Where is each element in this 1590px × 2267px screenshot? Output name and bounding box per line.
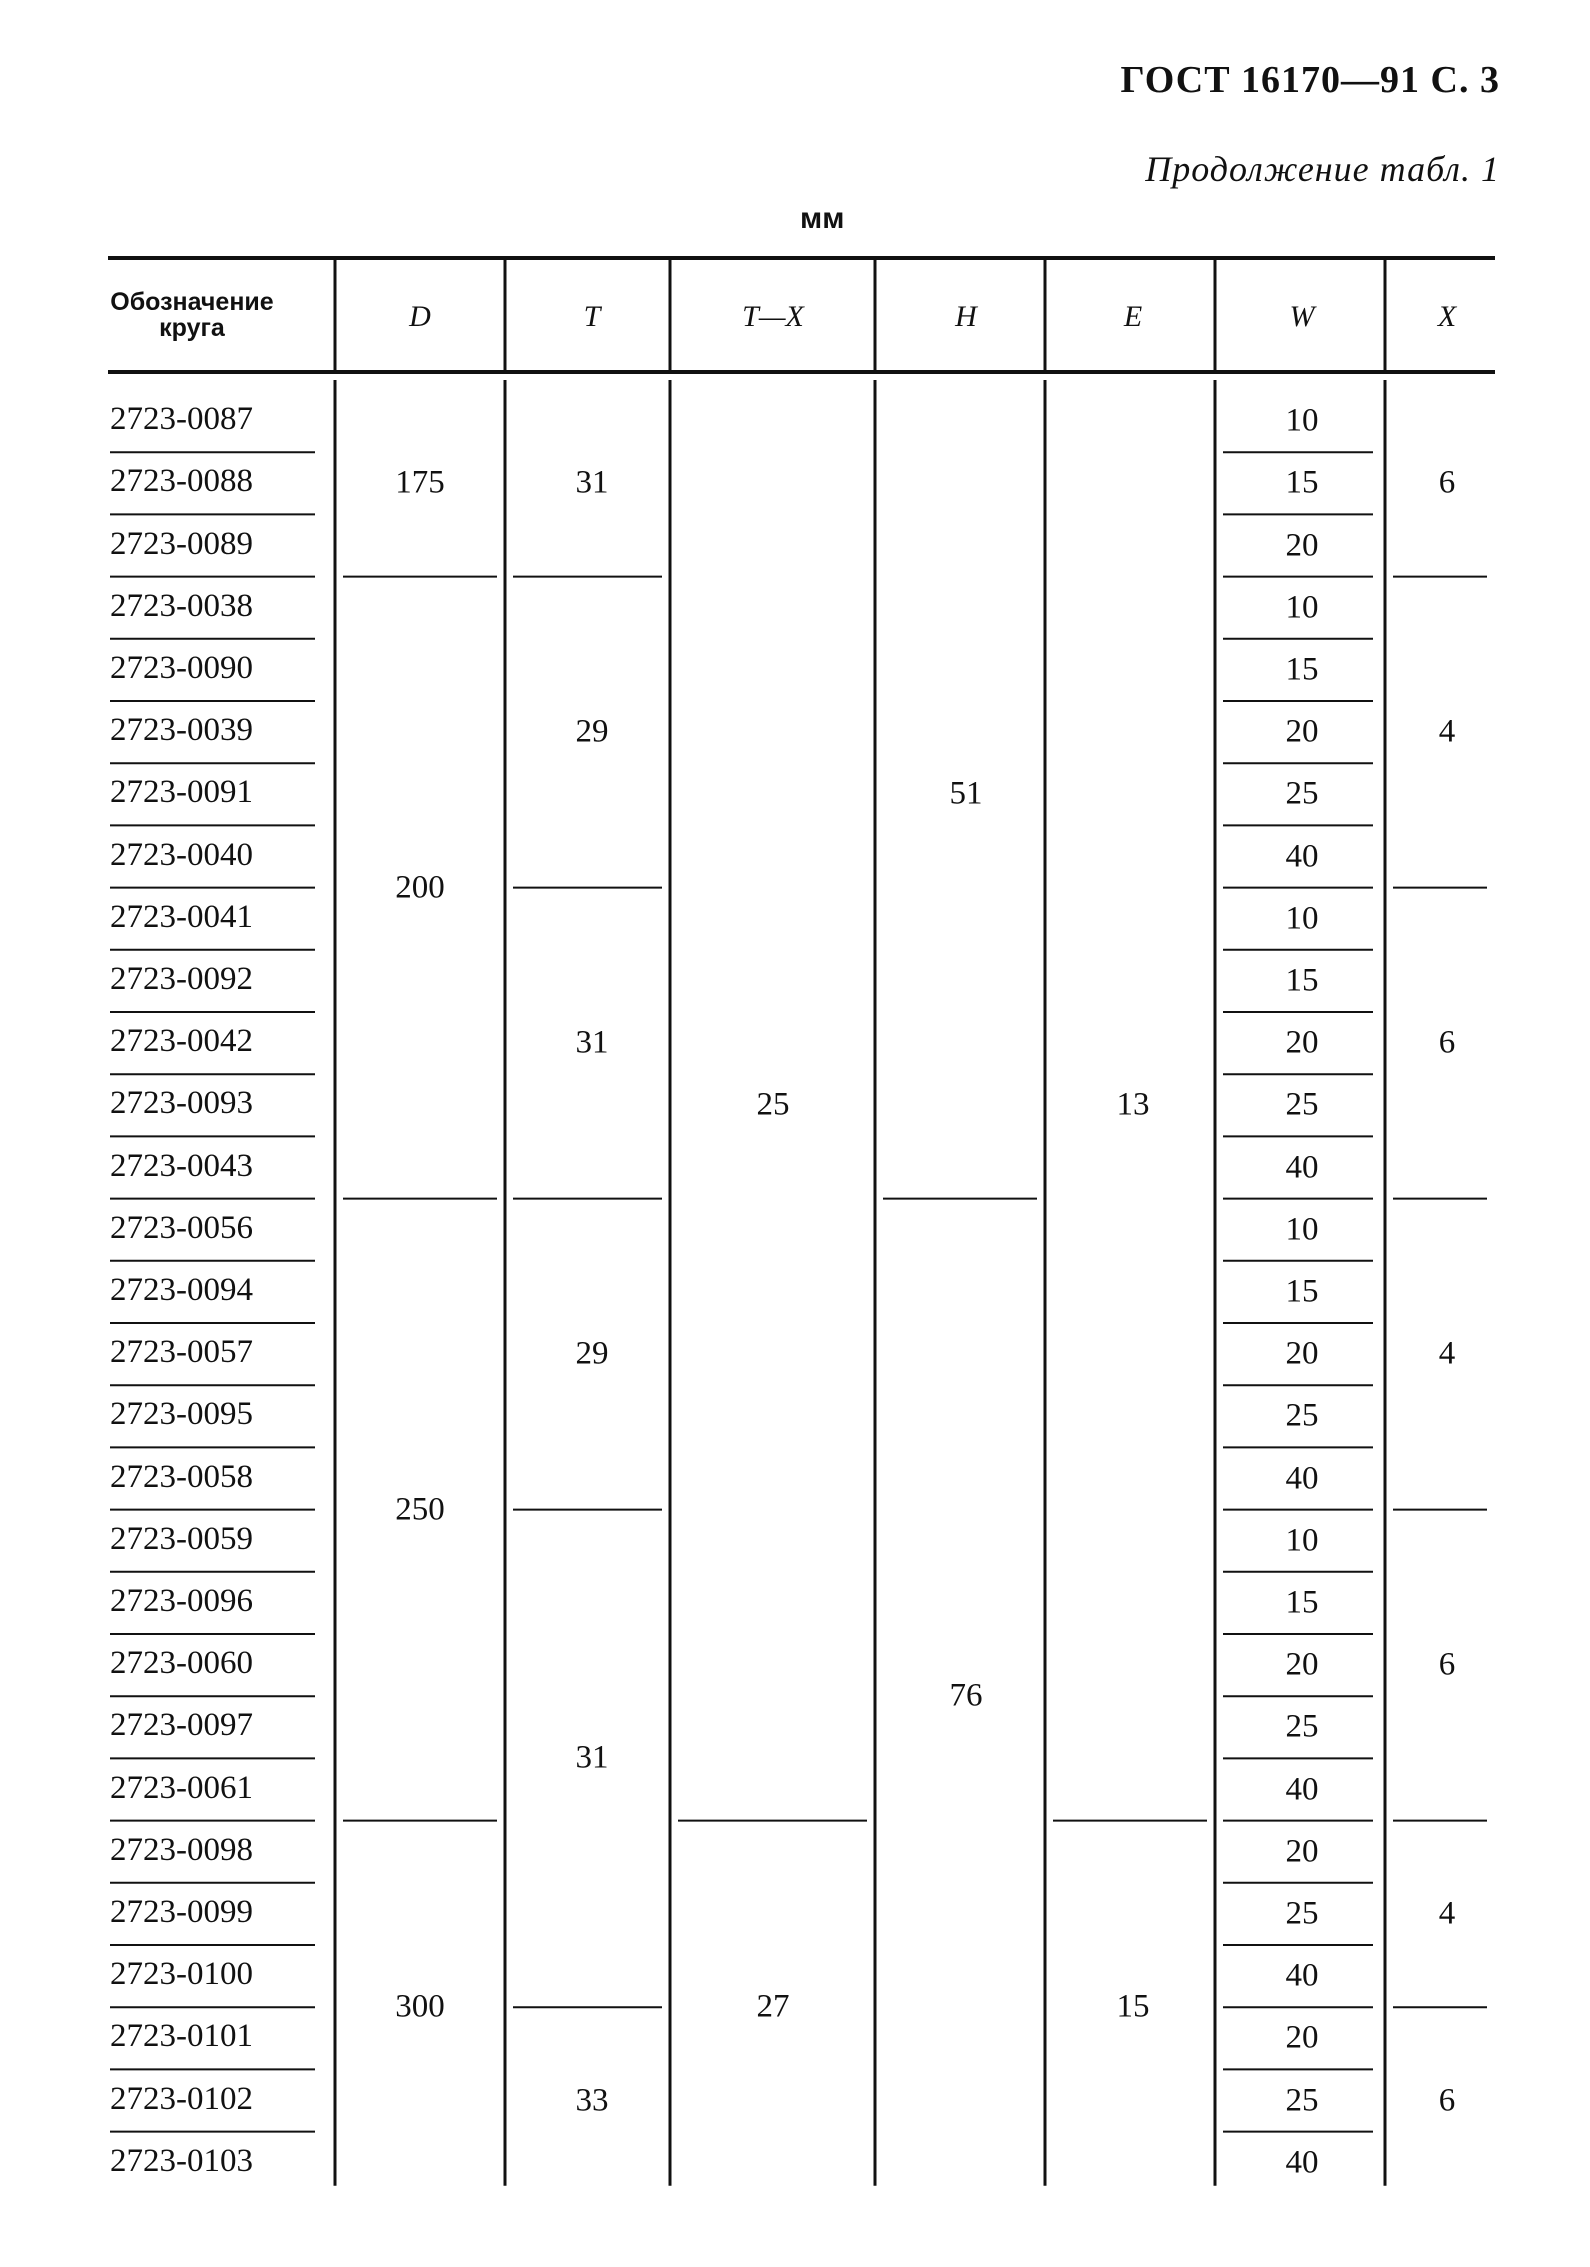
w-value: 20: [1285, 2019, 1319, 2056]
column-header-designation: Обозначение круга: [110, 288, 274, 342]
designation-code: 2723-0043: [110, 1147, 253, 1184]
w-value: 40: [1285, 2144, 1319, 2181]
t-value: 31: [575, 464, 609, 501]
x-value: 6: [1438, 464, 1456, 501]
w-value: 20: [1285, 1024, 1319, 1061]
w-value: 20: [1285, 527, 1319, 563]
units-label: мм: [800, 202, 845, 235]
t-value: 31: [575, 1739, 609, 1776]
d-value: 250: [395, 1491, 445, 1528]
w-value: 15: [1285, 962, 1319, 999]
document-reference: ГОСТ 16170—91 С. 3: [1120, 59, 1500, 101]
x-value: 4: [1438, 1335, 1456, 1372]
d-value: 300: [395, 1988, 445, 2025]
d-value: 175: [395, 464, 445, 501]
w-value: 10: [1285, 589, 1319, 626]
designation-code: 2723-0057: [110, 1334, 253, 1371]
designation-code: 2723-0059: [110, 1520, 253, 1557]
t-value: 31: [575, 1024, 609, 1061]
column-header-x: X: [1437, 300, 1457, 333]
w-value: 40: [1285, 1149, 1319, 1185]
designation-code: 2723-0096: [110, 1582, 253, 1619]
w-value: 25: [1285, 1086, 1319, 1123]
w-value: 15: [1285, 1584, 1319, 1621]
designation-code: 2723-0100: [110, 1956, 253, 1993]
w-value: 10: [1285, 402, 1319, 439]
x-value: 6: [1438, 1646, 1456, 1683]
column-header-d: D: [409, 300, 431, 333]
designation-code: 2723-0095: [110, 1396, 253, 1433]
column-header-t: T: [583, 300, 601, 333]
designation-code: 2723-0041: [110, 898, 253, 935]
designation-code: 2723-0088: [110, 463, 253, 500]
designation-code: 2723-0040: [110, 836, 253, 873]
designation-code: 2723-0098: [110, 1831, 253, 1868]
designation-code: 2723-0103: [110, 2142, 253, 2179]
w-value: 20: [1285, 1833, 1319, 1870]
w-value: 20: [1285, 1335, 1319, 1372]
designation-code: 2723-0097: [110, 1707, 253, 1744]
designation-code: 2723-0093: [110, 1085, 253, 1122]
designation-code: 2723-0038: [110, 587, 253, 624]
designation-code: 2723-0102: [110, 2080, 253, 2117]
designation-code: 2723-0058: [110, 1458, 253, 1495]
column-header-h: H: [955, 300, 977, 333]
w-value: 40: [1285, 838, 1319, 874]
column-header-t-x: T—X: [742, 300, 804, 333]
w-value: 10: [1285, 1522, 1319, 1559]
designation-code: 2723-0099: [110, 1893, 253, 1930]
x-value: 4: [1438, 713, 1456, 750]
w-value: 15: [1285, 1273, 1319, 1310]
w-value: 10: [1285, 1211, 1319, 1248]
designation-code: 2723-0091: [110, 774, 253, 811]
x-value: 6: [1438, 2082, 1456, 2118]
w-value: 25: [1285, 1895, 1319, 1932]
designation-code: 2723-0042: [110, 1023, 253, 1060]
column-header-w: W: [1289, 300, 1315, 333]
designation-code: 2723-0092: [110, 960, 253, 997]
h-value: 76: [949, 1677, 983, 1714]
w-value: 15: [1285, 651, 1319, 688]
h-value: 51: [949, 775, 983, 812]
designation-code: 2723-0061: [110, 1769, 253, 1806]
e-value: 15: [1116, 1988, 1150, 2025]
w-value: 25: [1285, 2082, 1319, 2118]
column-header-e: E: [1123, 300, 1143, 333]
x-value: 4: [1438, 1895, 1456, 1932]
designation-code: 2723-0094: [110, 1271, 253, 1308]
d-value: 200: [395, 869, 445, 906]
w-value: 10: [1285, 900, 1319, 937]
t-value: 33: [575, 2082, 609, 2118]
designation-code: 2723-0101: [110, 2018, 253, 2055]
t-x-value: 25: [756, 1086, 790, 1123]
table-caption: Продолжение табл. 1: [1145, 149, 1500, 189]
w-value: 40: [1285, 1957, 1319, 1994]
w-value: 15: [1285, 464, 1319, 501]
e-value: 13: [1116, 1086, 1150, 1123]
w-value: 40: [1285, 1460, 1319, 1496]
designation-code: 2723-0087: [110, 401, 253, 438]
w-value: 25: [1285, 775, 1319, 812]
w-value: 40: [1285, 1771, 1319, 1807]
w-value: 25: [1285, 1397, 1319, 1434]
t-x-value: 27: [756, 1988, 790, 2025]
designation-code: 2723-0089: [110, 525, 253, 562]
x-value: 6: [1438, 1024, 1456, 1061]
t-value: 29: [575, 713, 609, 750]
w-value: 25: [1285, 1708, 1319, 1745]
designation-code: 2723-0090: [110, 649, 253, 686]
w-value: 20: [1285, 1646, 1319, 1683]
designation-code: 2723-0056: [110, 1209, 253, 1246]
t-value: 29: [575, 1335, 609, 1372]
designation-code: 2723-0039: [110, 712, 253, 749]
designation-code: 2723-0060: [110, 1645, 253, 1682]
w-value: 20: [1285, 713, 1319, 750]
